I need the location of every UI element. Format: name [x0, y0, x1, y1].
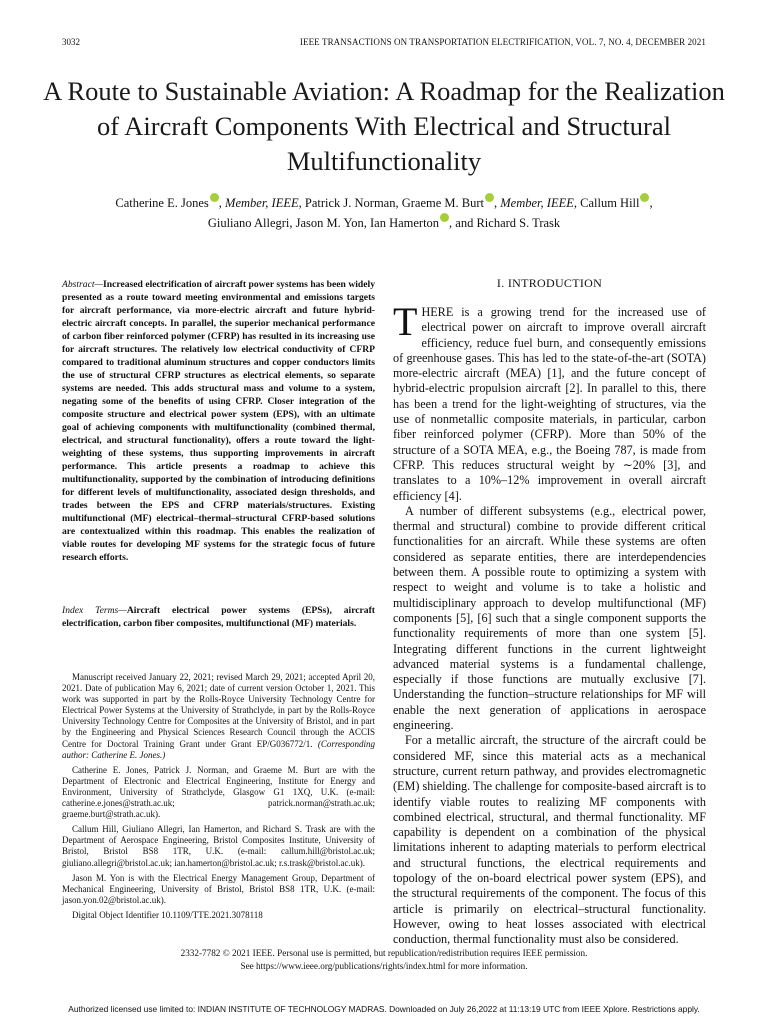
index-terms	[62, 604, 375, 630]
orcid-icon[interactable]	[440, 213, 449, 222]
paper-title: A Route to Sustainable Aviation: A Roadmap for the Realization of Aircraft Components With Electrical and Structural Multifunctionality	[43, 76, 725, 176]
footnotes	[62, 672, 375, 925]
doi[interactable]: Digital Object Identifier 10.1109/TTE.2021.3078118	[72, 909, 263, 920]
member-ieee-label: Member, IEEE	[500, 196, 574, 210]
orcid-icon[interactable]	[640, 193, 649, 202]
copyright-notice	[40, 947, 728, 972]
footnote-affiliation: Callum Hill, Giuliano Allegri, Ian Hamerton, and Richard S. Trask are with the Department of Aerospace Engineering, Bristol Composites Institute, University of Bristol, Bristol BS8 1TR, U.K. (e-mail: callum.hill@bristol.ac.uk; giuliano.allegri@bristol.ac.uk; ian.hamerton@bristol.ac.uk; r.s.trask@bristol.ac.uk).	[62, 824, 375, 868]
paragraph: For a metallic aircraft, the structure of the aircraft could be considered MF, since this material acts as a mechanical structure, current return pathway, and provides electromagnetic (EM) shielding. The challenge for composite-based aircraft is to identify viable routes to realizing MF components with combined electrical, structural, and thermal functionality. MF capability is dependent on a combination of the physical limitations inherent to adapting materials to perform electrical and structural functions, the electrical requirements and topology of the on-board electrical power system (EPS), and the structural requirements of the component. The focus of this article is primarily on electrical–structural functionality. However, owing to heat losses associated with electrical conduction, thermal functionality must also be considered.	[393, 733, 706, 947]
author-list: Catherine E. Jones , Member, IEEE, Patrick J. Norman, Graeme M. Burt , Member, IEEE, Callum Hill , Giuliano Allegri, Jason M. Yon, Ian Hamerton , and Richard S. Trask	[40, 193, 728, 233]
introduction-body	[393, 299, 706, 947]
footnote-manuscript: Manuscript received January 22, 2021; revised March 29, 2021; accepted April 20, 2021. Date of publication May 6, 2021; date of current version October 1, 2021. This work was supported in part by the Rolls-Royce University Technology Centre for Electrical Power Systems at the University of Strathclyde, in part by the Rolls-Royce University Technology Centre for Composites at the University of Bristol, and in part by the Engineering and Physical Sciences Research Council through the ACCIS Centre for Doctoral Training Grant under Grant EP/G036772/1. (Corresponding author: Catherine E. Jones.)	[62, 672, 375, 760]
index-terms-label: Index Terms—	[62, 605, 127, 616]
section-heading: I. INTRODUCTION	[496, 276, 603, 290]
footnote-affiliation: Catherine E. Jones, Patrick J. Norman, and Graeme M. Burt are with the Department of Electronic and Electrical Engineering, Institute for Energy and Environment, University of Strathclyde, Glasgow G1 1XQ, U.K. (e-mail: catherine.e.jones@strath.ac.uk; patrick.norman@strath.ac.uk; graeme.burt@strath.ac.uk).	[62, 764, 375, 820]
author-name: Giuliano Allegri, Jason M. Yon, Ian Hamerton	[207, 216, 440, 230]
index-terms-text: Aircraft electrical power systems (EPSs), aircraft electrification, carbon fiber composites, multifunctional (MF) materials.	[62, 605, 375, 629]
corresponding-author: (Corresponding author: Catherine E. Jones.)	[62, 738, 375, 760]
drop-cap: T	[393, 299, 418, 344]
paragraph: A number of different subsystems (e.g., electrical power, thermal and structural) combine to provide different critical functionalities for an aircraft. While these systems are often considered as separate entities, there are interdependencies between them. A possible route to optimizing a system with respect to weight and volume is to take a holistic and multidisciplinary approach to develop multifunctional (MF) components [5], [6] such that a single component supports the functionality requirements of more than one system [5]. Integrating different functions in the current lightweight advanced material systems is a fundamental challenge, especially if those functions are mutually exclusive [7]. Understanding the function–structure relationships for MF will enable the next generation of applications in aerospace engineering.	[393, 503, 706, 733]
journal-header: IEEE TRANSACTIONS ON TRANSPORTATION ELECTRIFICATION, VOL. 7, NO. 4, DECEMBER 2021	[299, 37, 706, 47]
rights-link[interactable]: See https://www.ieee.org/publications/rights/index.html for more information.	[240, 960, 528, 971]
orcid-icon[interactable]	[210, 193, 219, 202]
author-name: , Callum Hill	[573, 196, 640, 210]
member-ieee-label: Member, IEEE	[225, 196, 299, 210]
abstract-label: Abstract—	[62, 279, 104, 290]
author-name: Catherine E. Jones	[115, 196, 209, 210]
orcid-icon[interactable]	[485, 193, 494, 202]
license-notice: Authorized licensed use limited to: INDIAN INSTITUTE OF TECHNOLOGY MADRAS. Downloaded on July 26,2022 at 11:13:19 UTC from IEEE Xplore. Restrictions apply.	[68, 1004, 700, 1014]
footnote-affiliation: Jason M. Yon is with the Electrical Energy Management Group, Department of Mechanical Engineering, University of Bristol, Bristol BS8 1TR, U.K. (e-mail: jason.yon.02@bristol.ac.uk).	[62, 872, 375, 905]
copyright-line: 2332-7782 © 2021 IEEE. Personal use is permitted, but republication/redistribution requires IEEE permission.	[180, 948, 588, 958]
author-name: , Patrick J. Norman, Graeme M. Burt	[298, 196, 485, 210]
abstract	[62, 278, 375, 564]
paragraph: THERE is a growing trend for the increased use of electrical power on aircraft to improve overall aircraft efficiency, reduce fuel burn, and consequently emissions of greenhouse gases. This has led to the state-of-the-art (SOTA) more-electric aircraft (MEA) [1], and the future concept of hybrid-electric propulsion aircraft [2]. In parallel to this, there has been a trend for the light-weighting of structures, via the use of nonmetallic composite materials, in particular, carbon fiber reinforced polymer (CFRP). More than 50% of the structure of a SOTA MEA, e.g., the Boeing 787, is made from CFRP. This reduces structural weight by ∼20% [3], and translates to a 10%–12% improvement in overall aircraft efficiency [4].	[393, 299, 706, 503]
abstract-text: Increased electrification of aircraft power systems has been widely presented as a route toward meeting environmental and emissions targets for aircraft performance, via more-electric aircraft and future hybrid-electric aircraft concepts. In parallel, the superior mechanical performance of carbon fiber reinforced polymer (CFRP) has resulted in its increasing use for aircraft structures. The relatively low electrical conductivity of CFRP compared to traditional aluminum structures and copper conductors limits the use of structural CFRP structures as electrical elements, so separate systems are needed. This adds structural mass and volume to a system, negating some of the benefits of using CFRP. Closer integration of the composite structure and electrical power system (EPS), with an ultimate goal of achieving components with multifunctionality (combined thermal, electrical, and structural functionality), offers a route toward the light-weighting of these systems, thus supporting improvements in aircraft performance. This article presents a roadmap to achieve this multifunctionality, supported by the combination of introducing definitions for different levels of multifunctionality, associated design thresholds, and trades between the EPS and CFRP materials/structures. Existing multifunctional (MF) electrical–thermal–structural CFRP-based solutions are contextualized within this roadmap. This enables the realization of viable routes for developing MF systems for the strategic focus of future research efforts.	[62, 279, 375, 563]
page-number: 3032	[62, 37, 80, 47]
author-name: , and Richard S. Trask	[449, 216, 561, 230]
